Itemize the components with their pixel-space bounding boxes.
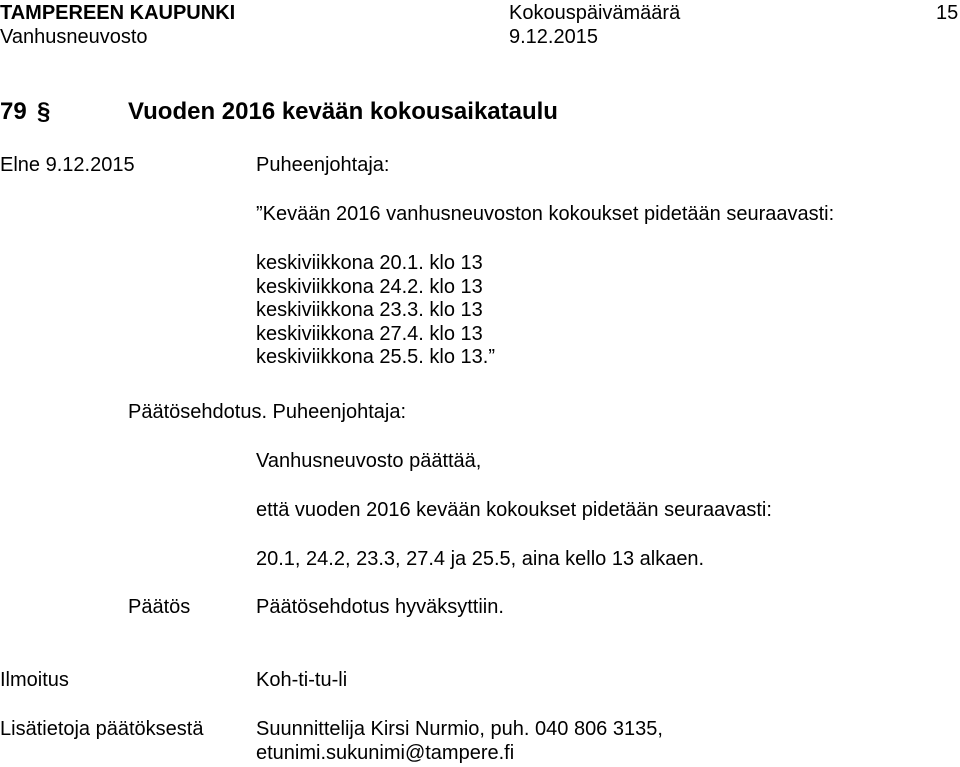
page-number: 15 <box>936 2 959 24</box>
proposal-line-2: että vuoden 2016 kevään kokoukset pidetään seuraavasti: <box>256 499 772 521</box>
list-item: keskiviikkona 25.5. klo 13.” <box>256 346 496 368</box>
schedule-list <box>256 252 495 370</box>
proposal-label: Päätösehdotus. Puheenjohtaja: <box>128 401 406 423</box>
org-name: TAMPEREEN KAUPUNKI <box>0 2 236 24</box>
prep-intro: ”Kevään 2016 vanhusneuvoston kokoukset pidetään seuraavasti: <box>256 203 835 225</box>
notice-label: Ilmoitus <box>0 669 69 691</box>
list-item: keskiviikkona 20.1. klo 13 <box>256 252 483 274</box>
contact-line-1: Suunnittelija Kirsi Nurmio, puh. 040 806 3135, <box>256 718 663 740</box>
contact-email: etunimi.sukunimi@tampere.fi <box>256 742 515 764</box>
notice-text: Koh-ti-tu-li <box>256 669 348 691</box>
date-label: Kokouspäivämäärä <box>509 2 681 24</box>
meeting-date: 9.12.2015 <box>509 26 598 48</box>
item-number: 79 <box>0 98 27 125</box>
body-name: Vanhusneuvosto <box>0 26 148 48</box>
list-item: keskiviikkona 27.4. klo 13 <box>256 322 483 345</box>
chair-label: Puheenjohtaja: <box>256 154 390 176</box>
prep-author: Elne 9.12.2015 <box>0 154 135 176</box>
list-item: keskiviikkona 23.3. klo 13 <box>256 299 483 321</box>
proposal-line-3: 20.1, 24.2, 23.3, 27.4 ja 25.5, aina kello 13 alkaen. <box>256 548 705 570</box>
decision-text: Päätösehdotus hyväksyttiin. <box>256 596 504 618</box>
section-sign: § <box>37 98 51 125</box>
contact-label: Lisätietoja päätöksestä <box>0 718 204 740</box>
list-item: keskiviikkona 24.2. klo 13 <box>256 275 483 298</box>
item-title: Vuoden 2016 kevään kokousaikataulu <box>128 98 558 125</box>
decision-label: Päätös <box>128 596 191 618</box>
proposal-line-1: Vanhusneuvosto päättää, <box>256 450 482 472</box>
